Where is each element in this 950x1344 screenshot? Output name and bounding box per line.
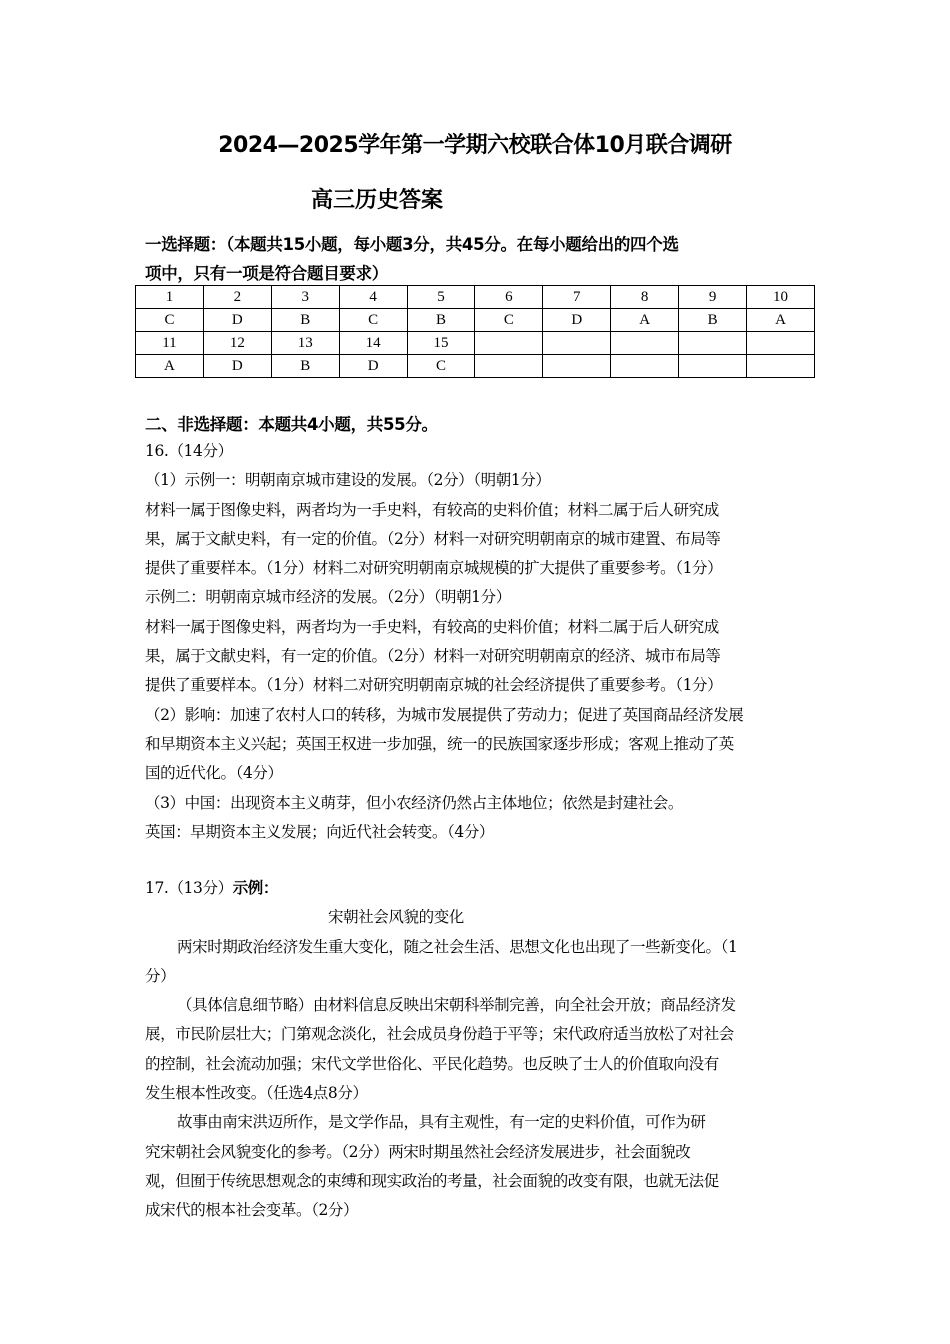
table-cell: D bbox=[543, 309, 611, 332]
table-cell bbox=[543, 355, 611, 378]
q17-header bbox=[145, 874, 737, 903]
table-cell: A bbox=[747, 309, 815, 332]
table-row bbox=[136, 309, 815, 332]
text-line: （1）示例一：明朝南京城市建设的发展。（2分）（明朝1分） bbox=[145, 471, 551, 490]
table-cell: 14 bbox=[339, 332, 407, 355]
table-cell bbox=[611, 355, 679, 378]
section2-heading: 二、非选择题：本题共4小题，共55分。 bbox=[145, 415, 438, 434]
text-line: 两宋时期政治经济发生重大变化，随之社会生活、思想文化也出现了一些新变化。（1 bbox=[177, 937, 738, 956]
text-line: 果，属于文献史料，有一定的价值。（2分）材料一对研究明朝南京的经济、城市布局等 bbox=[145, 647, 721, 666]
section1-heading-line1: 一选择题：（本题共15小题，每小题3分，共45分。在每小题给出的四个选 bbox=[145, 235, 679, 254]
table-cell: 11 bbox=[136, 332, 204, 355]
table-cell: 15 bbox=[407, 332, 475, 355]
table-cell: D bbox=[203, 355, 271, 378]
text-line: 分） bbox=[145, 966, 176, 985]
table-cell bbox=[611, 332, 679, 355]
table-row bbox=[136, 355, 815, 378]
table-row bbox=[136, 332, 815, 355]
answer-table bbox=[135, 285, 815, 378]
text-line: 材料一属于图像史料，两者均为一手史料，有较高的史料价值；材料二属于后人研究成 bbox=[145, 617, 719, 636]
document-subtitle: 高三历史答案 bbox=[311, 188, 444, 213]
text-line: 和早期资本主义兴起；英国王权进一步加强，统一的民族国家逐步形成；客观上推动了英 bbox=[145, 734, 734, 753]
text-line: （2）影响：加速了农村人口的转移，为城市发展提供了劳动力；促进了英国商品经济发展 bbox=[145, 705, 744, 724]
table-cell: 13 bbox=[271, 332, 339, 355]
section1-heading-line2: 项中，只有一项是符合题目要求） bbox=[145, 264, 389, 283]
table-cell bbox=[679, 332, 747, 355]
table-cell: 2 bbox=[203, 286, 271, 309]
table-cell: 5 bbox=[407, 286, 475, 309]
table-cell bbox=[747, 355, 815, 378]
table-cell bbox=[679, 355, 747, 378]
table-row bbox=[136, 286, 815, 309]
table-cell: A bbox=[136, 355, 204, 378]
table-cell: D bbox=[339, 355, 407, 378]
table-cell bbox=[543, 332, 611, 355]
table-cell: 10 bbox=[747, 286, 815, 309]
table-cell: B bbox=[271, 309, 339, 332]
text-line: 16.（14分） bbox=[145, 442, 233, 460]
table-cell: 4 bbox=[339, 286, 407, 309]
table-cell: 8 bbox=[611, 286, 679, 309]
text-line: 观，但囿于传统思想观念的束缚和现实政治的考量，社会面貌的改变有限，也就无法促 bbox=[145, 1171, 719, 1190]
question-17 bbox=[145, 874, 737, 1226]
text-line: 成宋代的根本社会变革。（2分） bbox=[145, 1201, 359, 1220]
table-cell: C bbox=[136, 309, 204, 332]
text-line: 故事由南宋洪迈所作，是文学作品，具有主观性，有一定的史料价值，可作为研 bbox=[177, 1113, 706, 1132]
question-16 bbox=[145, 437, 743, 847]
text-line: 提供了重要样本。（1分）材料二对研究明朝南京城规模的扩大提供了重要参考。（1分） bbox=[145, 559, 723, 578]
text-line: 果，属于文献史料，有一定的价值。（2分）材料一对研究明朝南京的城市建置、布局等 bbox=[145, 529, 721, 548]
table-cell: 1 bbox=[136, 286, 204, 309]
table-cell: 7 bbox=[543, 286, 611, 309]
table-cell: C bbox=[475, 309, 543, 332]
table-cell: B bbox=[271, 355, 339, 378]
document-title: 2024—2025学年第一学期六校联合体10月联合调研 bbox=[218, 133, 732, 158]
text-line: （具体信息细节略）由材料信息反映出宋朝科举制完善，向全社会开放；商品经济发 bbox=[177, 996, 736, 1015]
table-cell: 9 bbox=[679, 286, 747, 309]
text-line: 的控制，社会流动加强；宋代文学世俗化、平民化趋势。也反映了士人的价值取向没有 bbox=[145, 1054, 719, 1073]
text-line: 英国：早期资本主义发展；向近代社会转变。（4分） bbox=[145, 822, 495, 841]
table-cell: D bbox=[203, 309, 271, 332]
table-cell: B bbox=[407, 309, 475, 332]
text-line: 国的近代化。（4分） bbox=[145, 764, 283, 783]
table-cell bbox=[475, 355, 543, 378]
text-line: 示例二：明朝南京城市经济的发展。（2分）（明朝1分） bbox=[145, 588, 511, 607]
table-cell: 12 bbox=[203, 332, 271, 355]
text-line: 究宋朝社会风貌变化的参考。（2分）两宋时期虽然社会经济发展进步，社会面貌改 bbox=[145, 1142, 691, 1161]
q17-label: 17.（13分） bbox=[145, 879, 233, 897]
q17-example-label: 示例： bbox=[232, 879, 278, 897]
text-line: 发生根本性改变。（任选4点8分） bbox=[145, 1084, 368, 1103]
table-cell: 6 bbox=[475, 286, 543, 309]
table-cell bbox=[475, 332, 543, 355]
table-cell: A bbox=[611, 309, 679, 332]
table-cell: C bbox=[339, 309, 407, 332]
text-line: 提供了重要样本。（1分）材料二对研究明朝南京城的社会经济提供了重要参考。（1分） bbox=[145, 676, 723, 695]
text-line: （3）中国：出现资本主义萌芽，但小农经济仍然占主体地位；依然是封建社会。 bbox=[145, 793, 683, 812]
table-cell: C bbox=[407, 355, 475, 378]
text-line: 材料一属于图像史料，两者均为一手史料，有较高的史料价值；材料二属于后人研究成 bbox=[145, 500, 719, 519]
text-line: 展，市民阶层壮大；门第观念淡化，社会成员身份趋于平等；宋代政府适当放松了对社会 bbox=[145, 1025, 734, 1044]
q17-essay-title: 宋朝社会风貌的变化 bbox=[328, 908, 464, 927]
table-cell: B bbox=[679, 309, 747, 332]
table-cell: 3 bbox=[271, 286, 339, 309]
table-cell bbox=[747, 332, 815, 355]
